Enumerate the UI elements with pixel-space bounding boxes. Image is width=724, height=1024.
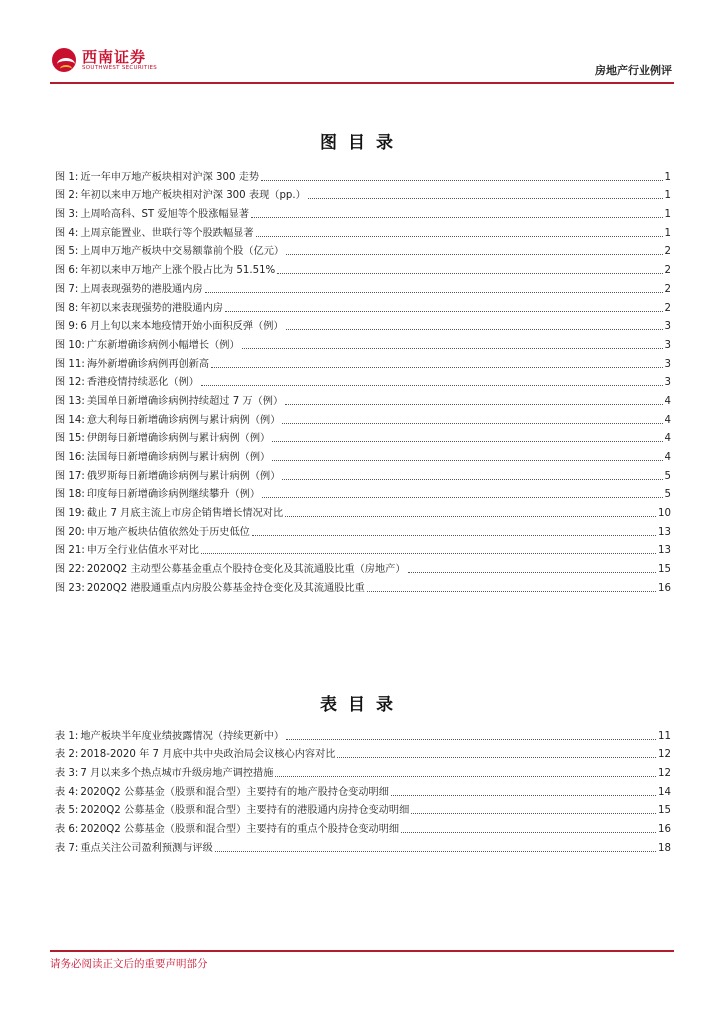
page-number: 16 bbox=[658, 582, 671, 594]
entry-label: 表 1: bbox=[55, 730, 79, 742]
entry-label: 图 7: bbox=[55, 283, 79, 295]
entry-label: 图 16: bbox=[55, 452, 85, 463]
page-number: 2 bbox=[664, 283, 671, 295]
page-number: 14 bbox=[658, 786, 671, 798]
page-number: 2 bbox=[664, 246, 671, 258]
dot-leader bbox=[272, 441, 662, 442]
figure-entry[interactable] bbox=[55, 221, 671, 240]
entry-title: 7 月以来多个热点城市升级房地产调控措施 bbox=[80, 768, 274, 780]
figure-entry[interactable] bbox=[55, 333, 671, 352]
figure-list-title: 图目录 bbox=[320, 133, 404, 153]
report-type: 房地产行业例评 bbox=[595, 64, 672, 77]
dot-leader bbox=[411, 813, 656, 814]
logo-english-name: SOUTHWEST SECURITIES bbox=[82, 65, 158, 71]
entry-title: 上周申万地产板块中交易额靠前个股（亿元） bbox=[80, 246, 285, 258]
figure-entry[interactable] bbox=[55, 371, 671, 390]
dot-leader bbox=[391, 795, 656, 796]
entry-title: 年初以来申万地产板块相对沪深 300 表现（pp.） bbox=[80, 190, 306, 202]
figure-entry[interactable] bbox=[55, 165, 671, 184]
entry-label: 图 2: bbox=[55, 190, 79, 202]
entry-label: 图 11: bbox=[55, 358, 85, 370]
figure-entry[interactable] bbox=[55, 427, 671, 446]
table-entry[interactable] bbox=[55, 780, 671, 799]
figure-entry[interactable] bbox=[55, 352, 671, 371]
disclaimer-note: 请务必阅读正文后的重要声明部分 bbox=[50, 958, 208, 970]
entry-title: 6 月上旬以来本地疫情开始小面积反弹（例） bbox=[80, 321, 284, 333]
dot-leader bbox=[282, 423, 662, 424]
entry-label: 图 23: bbox=[55, 582, 85, 594]
dot-leader bbox=[251, 217, 662, 218]
table-entry[interactable] bbox=[55, 817, 671, 836]
entry-title: 印度每日新增确诊病例继续攀升（例） bbox=[86, 489, 261, 501]
figure-entry[interactable] bbox=[55, 501, 671, 520]
entry-label: 图 8: bbox=[55, 302, 79, 314]
page-number: 18 bbox=[658, 842, 671, 854]
page-number: 16 bbox=[658, 824, 671, 836]
entry-label: 图 6: bbox=[55, 265, 79, 277]
figure-entry[interactable] bbox=[55, 389, 671, 408]
page-number: 2 bbox=[664, 302, 671, 314]
dot-leader bbox=[215, 851, 656, 852]
page-number: 12 bbox=[658, 768, 671, 780]
entry-title: 2020Q2 公募基金（股票和混合型）主要持有的重点个股持仓变动明细 bbox=[80, 824, 400, 836]
entry-title: 伊朗每日新增确诊病例与累计病例（例） bbox=[86, 433, 271, 445]
entry-label: 图 12: bbox=[55, 377, 85, 389]
page-number: 4 bbox=[664, 395, 671, 407]
dot-leader bbox=[282, 479, 662, 480]
figure-entry[interactable] bbox=[55, 483, 671, 502]
page-number: 4 bbox=[664, 414, 671, 426]
entry-label: 表 3: bbox=[55, 768, 79, 780]
dot-leader bbox=[262, 497, 663, 498]
figure-entry[interactable] bbox=[55, 202, 671, 221]
dot-leader bbox=[286, 254, 662, 255]
entry-title: 2020Q2 公募基金（股票和混合型）主要持有的港股通内房持仓变动明细 bbox=[80, 805, 410, 817]
figure-list bbox=[55, 165, 671, 595]
dot-leader bbox=[286, 329, 663, 330]
entry-title: 2018-2020 年 7 月底中共中央政治局会议核心内容对比 bbox=[80, 749, 336, 761]
page-number: 15 bbox=[658, 564, 671, 576]
page-number: 1 bbox=[664, 171, 671, 183]
entry-label: 图 19: bbox=[55, 508, 85, 520]
page-number: 2 bbox=[664, 265, 671, 277]
page-number: 3 bbox=[664, 377, 671, 389]
entry-title: 香港疫情持续恶化（例） bbox=[86, 377, 199, 389]
entry-title: 上周表现强势的港股通内房 bbox=[80, 283, 203, 295]
page-number: 10 bbox=[658, 508, 671, 520]
figure-entry[interactable] bbox=[55, 520, 671, 539]
entry-label: 图 1: bbox=[55, 171, 79, 183]
entry-label: 图 15: bbox=[55, 433, 85, 445]
dot-leader bbox=[225, 311, 663, 312]
dot-leader bbox=[211, 367, 662, 368]
entry-label: 图 20: bbox=[55, 526, 85, 538]
page-number: 11 bbox=[658, 730, 671, 742]
entry-title: 申万地产板块估值依然处于历史低位 bbox=[86, 526, 250, 538]
dot-leader bbox=[277, 273, 662, 274]
entry-title: 近一年申万地产板块相对沪深 300 走势 bbox=[80, 171, 260, 183]
page-number: 12 bbox=[658, 749, 671, 761]
figure-entry[interactable] bbox=[55, 408, 671, 427]
table-entry[interactable] bbox=[55, 761, 671, 780]
figure-entry[interactable] bbox=[55, 539, 671, 558]
footer-divider bbox=[50, 950, 674, 952]
page-number: 3 bbox=[664, 358, 671, 370]
entry-label: 表 5: bbox=[55, 805, 79, 817]
table-entry[interactable] bbox=[55, 743, 671, 762]
page-number: 5 bbox=[664, 489, 671, 501]
table-entry[interactable] bbox=[55, 836, 671, 855]
dot-leader bbox=[367, 591, 656, 592]
logo-emblem-icon bbox=[52, 48, 76, 72]
figure-entry[interactable] bbox=[55, 277, 671, 296]
entry-title: 截止 7 月底主流上市房企销售增长情况对比 bbox=[86, 508, 284, 520]
figure-entry[interactable] bbox=[55, 258, 671, 277]
entry-title: 俄罗斯每日新增确诊病例与累计病例（例） bbox=[86, 470, 281, 482]
table-list-title: 表目录 bbox=[320, 695, 404, 715]
dot-leader bbox=[201, 553, 656, 554]
entry-label: 图 5: bbox=[55, 246, 79, 258]
dot-leader bbox=[408, 572, 656, 573]
page-number: 4 bbox=[664, 452, 671, 463]
entry-title: 上周哈高科、ST 爱旭等个股涨幅显著 bbox=[80, 209, 250, 221]
dot-leader bbox=[242, 348, 663, 349]
figure-entry[interactable] bbox=[55, 240, 671, 259]
table-entry[interactable] bbox=[55, 724, 671, 743]
entry-title: 地产板块半年度业绩披露情况（持续更新中） bbox=[80, 730, 285, 742]
entry-label: 表 6: bbox=[55, 824, 79, 836]
company-logo bbox=[50, 42, 210, 78]
page-number: 15 bbox=[658, 805, 671, 817]
entry-label: 图 14: bbox=[55, 414, 85, 426]
dot-leader bbox=[308, 198, 663, 199]
figure-entry[interactable] bbox=[55, 184, 671, 203]
dot-leader bbox=[272, 460, 662, 461]
entry-title: 广东新增确诊病例小幅增长（例） bbox=[86, 339, 240, 351]
entry-title: 海外新增确诊病例再创新高 bbox=[86, 358, 210, 370]
header-divider bbox=[50, 82, 674, 84]
figure-entry[interactable] bbox=[55, 464, 671, 483]
entry-label: 图 10: bbox=[55, 339, 85, 351]
entry-label: 图 3: bbox=[55, 209, 79, 221]
page-number: 4 bbox=[664, 433, 671, 445]
entry-label: 表 7: bbox=[55, 842, 79, 854]
page-number: 1 bbox=[664, 227, 671, 239]
entry-label: 图 4: bbox=[55, 227, 79, 239]
entry-title: 2020Q2 港股通重点内房股公募基金持仓变化及其流通股比重 bbox=[86, 582, 365, 594]
entry-label: 表 2: bbox=[55, 749, 79, 761]
entry-label: 图 18: bbox=[55, 489, 85, 501]
entry-title: 申万全行业估值水平对比 bbox=[86, 545, 199, 557]
dot-leader bbox=[285, 404, 662, 405]
table-entry[interactable] bbox=[55, 799, 671, 818]
entry-label: 表 4: bbox=[55, 786, 79, 798]
dot-leader bbox=[252, 535, 656, 536]
entry-label: 图 13: bbox=[55, 395, 85, 407]
dot-leader bbox=[401, 832, 656, 833]
entry-label: 图 22: bbox=[55, 564, 85, 576]
figure-entry[interactable] bbox=[55, 557, 671, 576]
dot-leader bbox=[285, 516, 656, 517]
figure-entry[interactable] bbox=[55, 445, 671, 464]
figure-entry[interactable] bbox=[55, 315, 671, 334]
entry-title: 年初以来申万地产上涨个股占比为 51.51% bbox=[80, 265, 276, 277]
entry-label: 图 9: bbox=[55, 321, 79, 333]
figure-entry[interactable] bbox=[55, 576, 671, 595]
entry-title: 年初以来表现强势的港股通内房 bbox=[80, 302, 223, 314]
page-number: 5 bbox=[664, 470, 671, 482]
entry-title: 美国单日新增确诊病例持续超过 7 万（例） bbox=[86, 395, 284, 407]
figure-entry[interactable] bbox=[55, 296, 671, 315]
entry-label: 图 21: bbox=[55, 545, 85, 557]
page-number: 3 bbox=[664, 321, 671, 333]
dot-leader bbox=[261, 180, 662, 181]
entry-title: 上周京能置业、世联行等个股跌幅显著 bbox=[80, 227, 254, 239]
dot-leader bbox=[256, 236, 663, 237]
page-number: 3 bbox=[664, 339, 671, 351]
dot-leader bbox=[201, 385, 663, 386]
entry-title: 法国每日新增确诊病例与累计病例（例） bbox=[86, 452, 271, 463]
dot-leader bbox=[337, 757, 656, 758]
page-number: 1 bbox=[664, 209, 671, 221]
logo-chinese-name: 西南证券 bbox=[82, 48, 147, 66]
entry-title: 2020Q2 公募基金（股票和混合型）主要持有的地产股持仓变动明细 bbox=[80, 786, 389, 798]
page-number: 13 bbox=[658, 545, 671, 557]
entry-title: 重点关注公司盈利预测与评级 bbox=[80, 842, 213, 854]
table-list bbox=[55, 724, 671, 855]
entry-title: 意大利每日新增确诊病例与累计病例（例） bbox=[86, 414, 281, 426]
dot-leader bbox=[286, 739, 656, 740]
page-number: 13 bbox=[658, 526, 671, 538]
page-number: 1 bbox=[664, 190, 671, 202]
dot-leader bbox=[275, 776, 656, 777]
dot-leader bbox=[205, 292, 663, 293]
entry-label: 图 17: bbox=[55, 470, 85, 482]
page-header bbox=[50, 40, 674, 86]
entry-title: 2020Q2 主动型公募基金重点个股持仓变化及其流通股比重（房地产） bbox=[86, 564, 406, 576]
